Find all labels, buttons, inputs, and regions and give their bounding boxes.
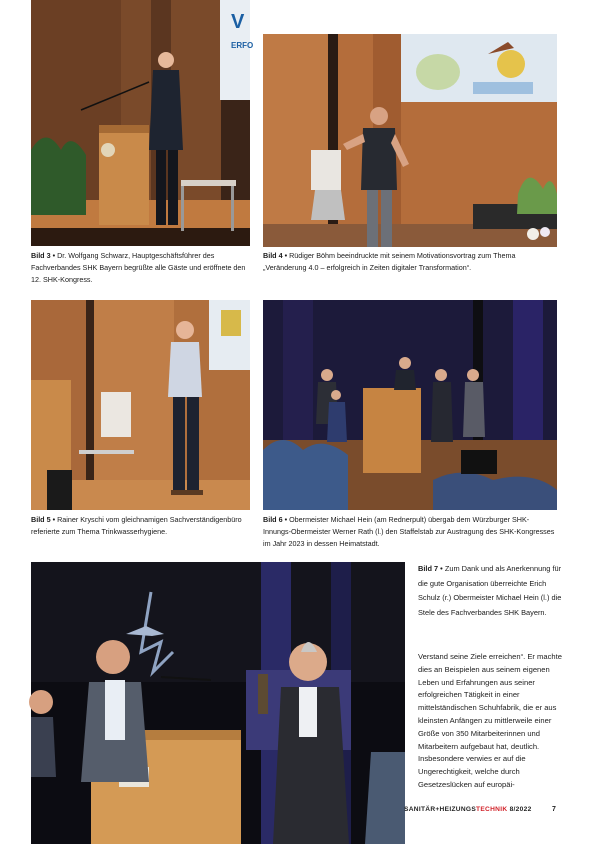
magazine-name-accent: TECHNIK: [476, 806, 508, 813]
page-number: 7: [552, 806, 556, 813]
banner-fragment: ERFO: [231, 41, 254, 50]
caption-bild4: [263, 250, 557, 274]
caption-bild6: [263, 514, 557, 550]
caption-bild5: [31, 514, 250, 538]
caption-label: Bild 7 •: [418, 564, 445, 573]
photo-bild3: [31, 0, 254, 246]
caption-label: Bild 3 •: [31, 251, 58, 260]
issue-number: 8/2022: [507, 806, 532, 813]
caption-bild3: [31, 250, 250, 286]
photo-bild7: [31, 562, 405, 844]
caption-label: Bild 6 •: [263, 515, 290, 524]
magazine-name: SANITÄR+HEIZUNGS: [404, 806, 477, 813]
caption-text: Rüdiger Böhm beeindruckte mit seinem Motivationsvortrag zum Thema „Veränderung 4.0 – erfolgreich in Zeiten digitaler Transformation“.: [263, 251, 516, 272]
photo-bild6: [263, 300, 557, 510]
svg-text:V: V: [231, 11, 245, 33]
caption-text: Obermeister Michael Hein (am Rednerpult) übergab dem Würzburger SHK-Innungs-Obermeister Werner Rath (l.) den Staffelstab zur Austragung des SHK-Kongresses im Jahr 2023 in dessen Heimatstadt.: [263, 515, 555, 548]
caption-text: Dr. Wolfgang Schwarz, Hauptgeschäftsführer des Fachverbandes SHK Bayern begrüßte alle Gäste und eröffnete den 12. SHK-Kongress.: [31, 251, 246, 284]
caption-label: Bild 4 •: [263, 251, 290, 260]
magazine-footer: [404, 806, 564, 813]
photo-bild5: [31, 300, 250, 510]
article-body-text: Verstand seine Ziele erreichen“. Er machte dies an Beispielen aus seinem eigenen Leben und Erfahrungen aus seiner erfolgreichen Tätigkeit in einer mittelständischen Schuhfabrik, die er aus kleinsten Anfängen zu mittlerweile einer Größe von 350 Mitarbeiterinnen und Mitarbeitern aufgebaut hat, deutlich. Insbesondere verwies er auf die Ungerechtigkeit, welche durch Gesetzeslücken auf europäi-: [418, 652, 562, 789]
photo-bild4: [263, 34, 557, 247]
caption-text: Zum Dank und als Anerkennung für die gute Organisation überreichte Erich Schulz (r.) Obermeister Michael Hein (l.) die Stele des Fachverbandes SHK Bayern.: [418, 564, 562, 617]
caption-bild7: [418, 562, 564, 620]
caption-label: Bild 5 •: [31, 515, 58, 524]
caption-text: Rainer Kryschi vom gleichnamigen Sachverständigenbüro referierte zum Thema Trinkwasserhygiene.: [31, 515, 242, 536]
